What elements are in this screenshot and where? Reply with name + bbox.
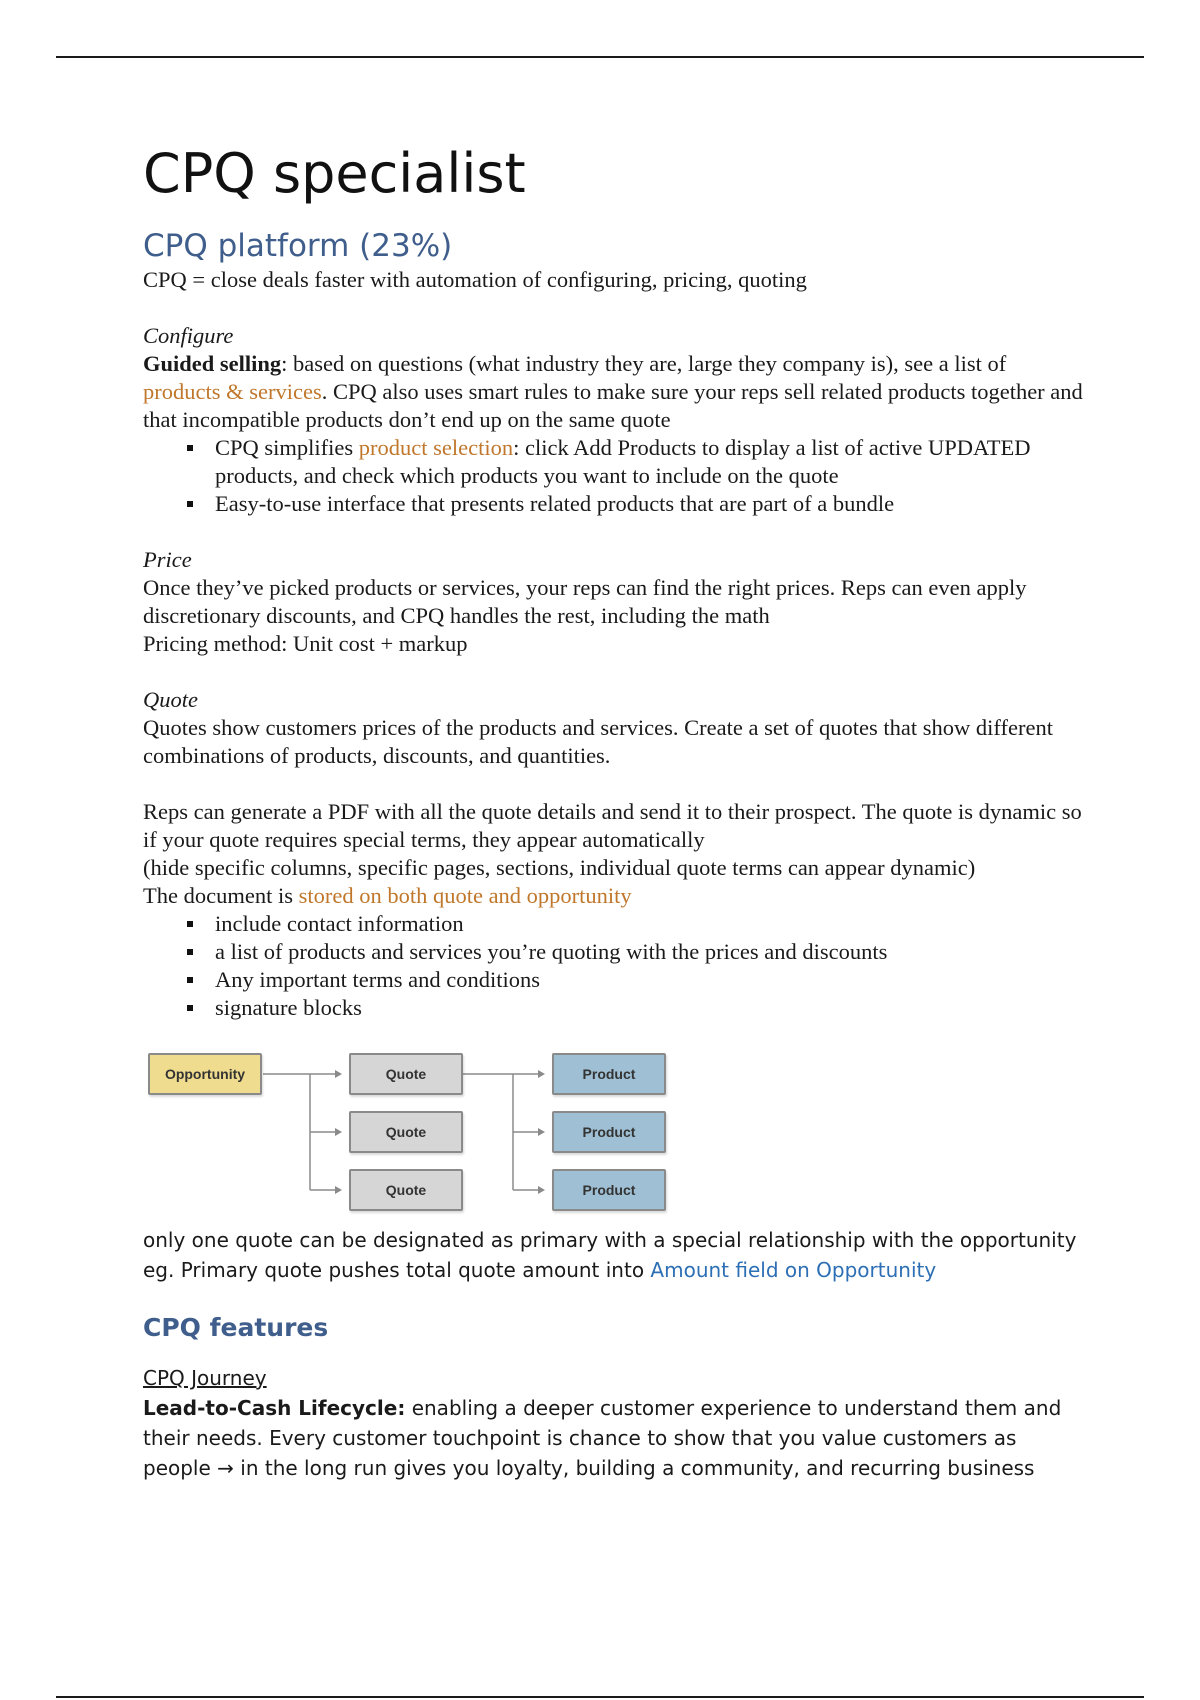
products-services-link[interactable]: products & services [143, 379, 322, 404]
header-rule [56, 56, 1144, 58]
subheading-configure: Configure [143, 323, 234, 348]
bullet-icon [187, 501, 193, 507]
quote-box: Quote [349, 1169, 463, 1211]
arrowhead [335, 1186, 342, 1194]
arrowhead [335, 1070, 342, 1078]
quote-paragraph-3: (hide specific columns, specific pages, sections, individual quote terms can appear dynamic) [143, 855, 976, 880]
pricing-method: Pricing method: Unit cost + markup [143, 631, 468, 656]
lead-to-cash-paragraph: Lead-to-Cash Lifecycle: enabling a deeper customer experience to understand them and their needs. Every customer touchpoint is chance to show that you value customers as people → in the long run gives you loyalty, building a community, and recurring business [143, 1396, 1062, 1480]
product-box: Product [552, 1169, 666, 1211]
stored-both-link[interactable]: stored on both quote and opportunity [298, 883, 632, 908]
quote-box: Quote [349, 1111, 463, 1153]
amount-field-link[interactable]: Amount field on Opportunity [650, 1258, 937, 1282]
document-storage-line: The document is stored on both quote and opportunity [143, 883, 632, 908]
guided-selling-term: Guided selling [143, 351, 282, 376]
product-selection-link[interactable]: product selection [358, 435, 514, 460]
bullet-icon [187, 921, 193, 927]
quote-bullets [143, 910, 1083, 1022]
arrowhead [538, 1128, 545, 1136]
product-box: Product [552, 1053, 666, 1095]
list-item: Easy-to-use interface that presents related products that are part of a bundle [183, 490, 1083, 518]
list-item: CPQ simplifies product selection: click Add Products to display a list of active UPDATED products, and check which products you want to include on the quote [183, 434, 1083, 490]
primary-quote-line: only one quote can be designated as primary with a special relationship with the opportunity [143, 1228, 1077, 1252]
arrowhead [538, 1186, 545, 1194]
bullet-icon [187, 949, 193, 955]
cpq-intro: CPQ = close deals faster with automation of configuring, pricing, quoting [143, 267, 807, 292]
bullet-icon [187, 445, 193, 451]
primary-quote-example: eg. Primary quote pushes total quote amount into Amount field on Opportunity [143, 1258, 937, 1282]
section-heading-cpq-platform: CPQ platform (23%) [143, 228, 453, 264]
bullet-icon [187, 977, 193, 983]
cpq-journey-heading: CPQ Journey [143, 1366, 267, 1390]
list-item: signature blocks [183, 994, 1083, 1022]
document-page [143, 138, 1083, 1483]
lead-to-cash-term: Lead-to-Cash Lifecycle: [143, 1396, 406, 1420]
product-box: Product [552, 1111, 666, 1153]
opportunity-box: Opportunity [148, 1053, 262, 1095]
subheading-price: Price [143, 547, 192, 572]
page-title: CPQ specialist [143, 142, 526, 205]
guided-selling-paragraph: Guided selling: based on questions (what industry they are, large they company is), see a list of products & services. CPQ also uses smart rules to make sure your reps sell related products together and that incompatible products don’t end up on the same quote [143, 351, 1083, 432]
quote-paragraph-1: Quotes show customers prices of the products and services. Create a set of quotes that show different combinations of products, discounts, and quantities. [143, 715, 1053, 768]
arrowhead [335, 1128, 342, 1136]
arrowhead [538, 1070, 545, 1078]
opportunity-quote-product-diagram [143, 1040, 703, 1225]
configure-bullets [143, 434, 1083, 518]
price-paragraph: Once they’ve picked products or services, your reps can find the right prices. Reps can even apply discretionary discounts, and CPQ handles the rest, including the math [143, 575, 1027, 628]
list-item: include contact information [183, 910, 1083, 938]
quote-paragraph-2: Reps can generate a PDF with all the quote details and send it to their prospect. The quote is dynamic so if your quote requires special terms, they appear automatically [143, 799, 1082, 852]
section-heading-cpq-features: CPQ features [143, 1313, 329, 1342]
footer-rule [56, 1696, 1144, 1698]
quote-box: Quote [349, 1053, 463, 1095]
subheading-quote: Quote [143, 687, 198, 712]
list-item: Any important terms and conditions [183, 966, 1083, 994]
bullet-icon [187, 1005, 193, 1011]
list-item: a list of products and services you’re quoting with the prices and discounts [183, 938, 1083, 966]
